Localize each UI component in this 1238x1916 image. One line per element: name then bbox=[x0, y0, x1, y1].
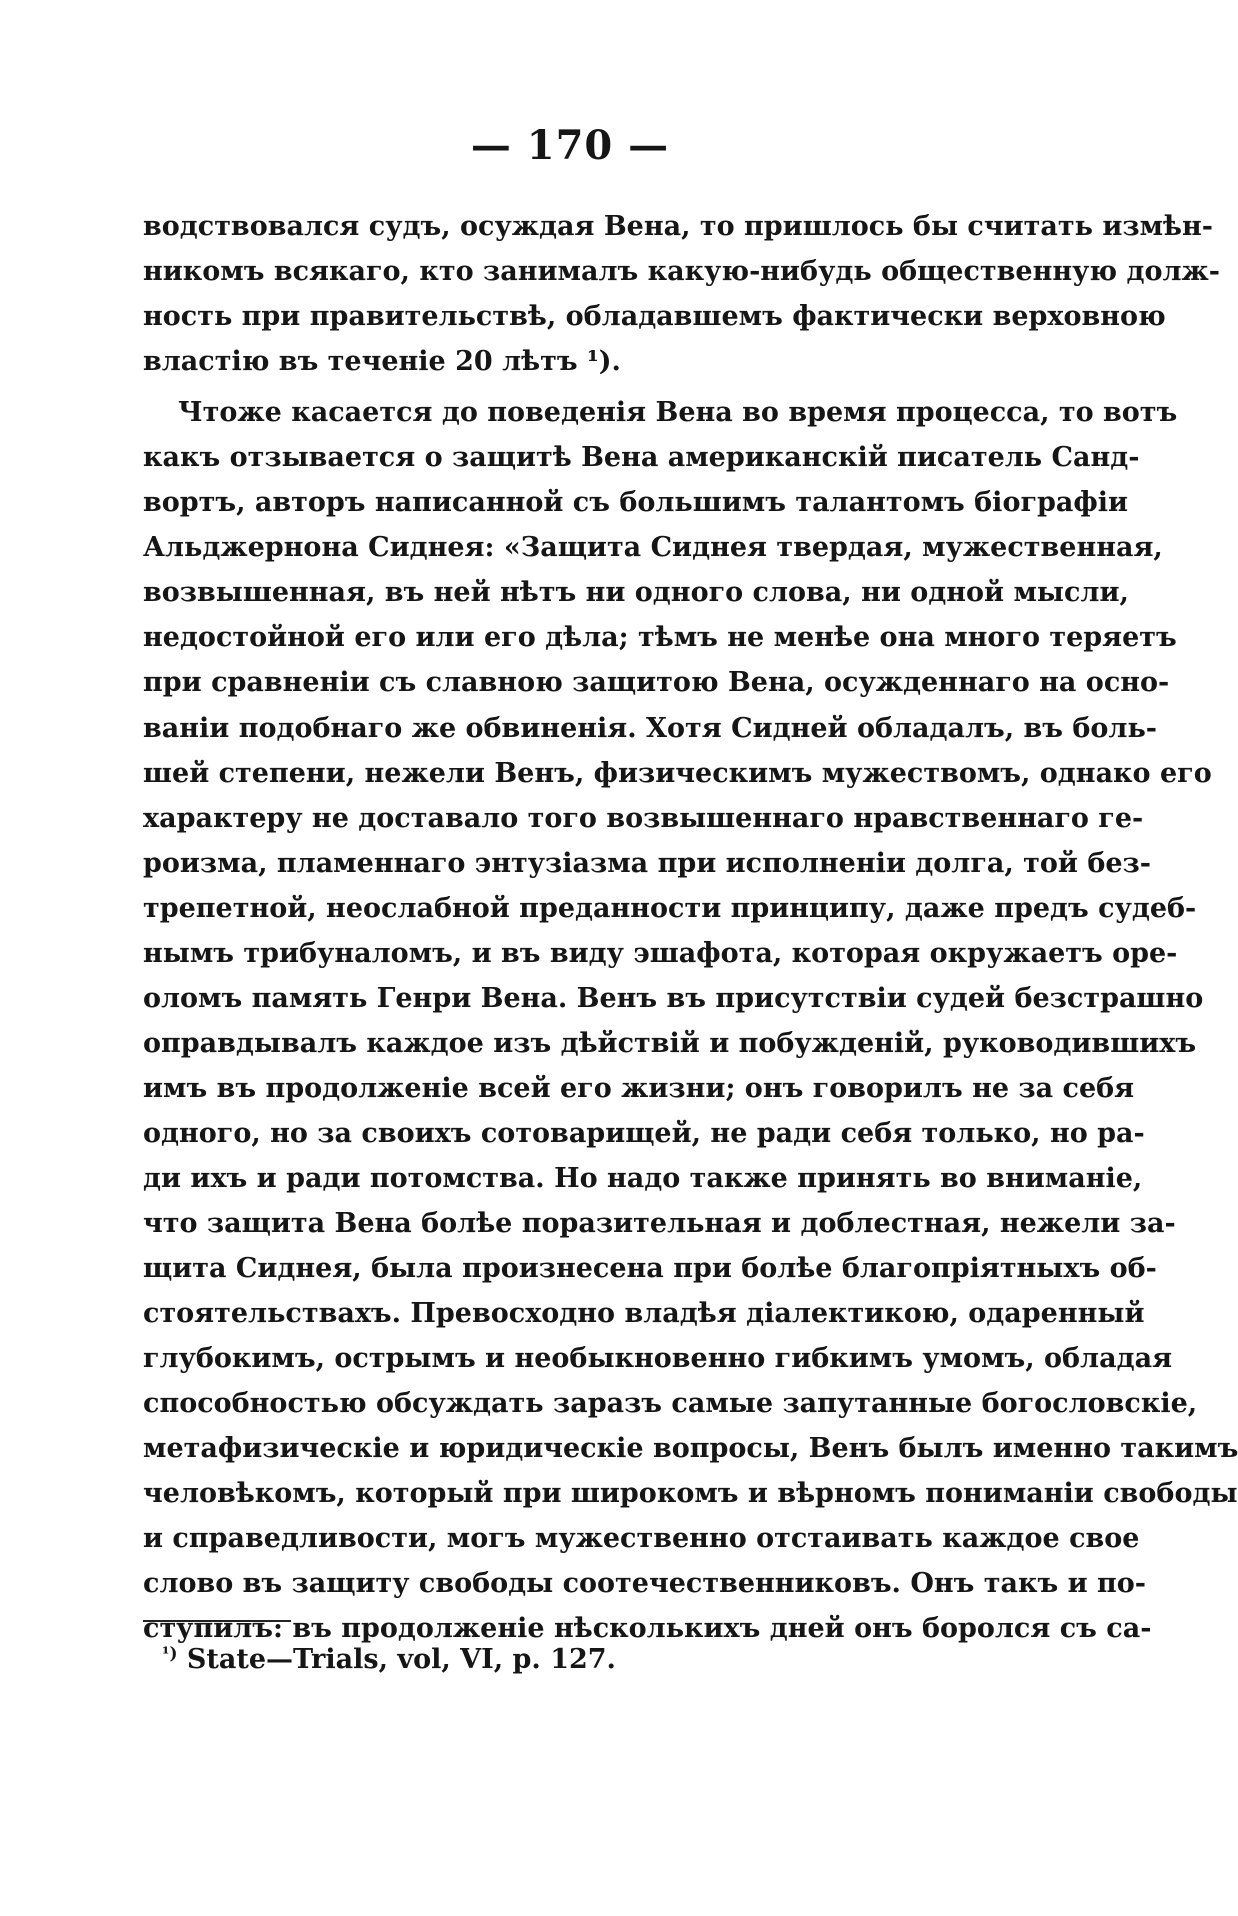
text-line: недостойной его или его дѣла; тѣмъ не менѣе она много теряетъ bbox=[143, 622, 1177, 654]
text-line: властiю въ теченiе 20 лѣтъ ¹). bbox=[143, 346, 621, 378]
text-line: оправдывалъ каждое изъ дѣйствiй и побужденiй, руководившихъ bbox=[143, 1027, 1197, 1059]
paragraph bbox=[143, 390, 1238, 1651]
text-line: и справедливости, могъ мужественно отстаивать каждое свое bbox=[143, 1523, 1140, 1555]
text-line: способностью обсуждать заразъ самые запутанные богословскiе, bbox=[143, 1388, 1198, 1420]
text-line: метафизическiе и юридическiе вопросы, Венъ былъ именно такимъ bbox=[143, 1433, 1238, 1465]
text-line: Чтоже касается до поведенiя Вена во время процесса, то вотъ bbox=[178, 397, 1178, 429]
text-line: оломъ память Генри Вена. Венъ въ присутствiи судей безстрашно bbox=[143, 982, 1204, 1014]
text-line: стоятельствахъ. Превосходно владѣя дiалектикою, одаренный bbox=[143, 1298, 1145, 1330]
text-line: ступилъ: въ продолженiе нѣсколькихъ дней онъ боролся съ са- bbox=[143, 1613, 1152, 1645]
text-line: водствовался судъ, осуждая Вена, то пришлось бы считать измѣн- bbox=[143, 211, 1213, 242]
text-line: какъ отзывается о защитѣ Вена американскiй писатель Санд- bbox=[143, 442, 1140, 474]
text-line: Альджернона Сиднея: «Защита Сиднея твердая, мужественная, bbox=[143, 532, 1163, 564]
text-line: роизма, пламеннаго энтузiазма при исполненiи долга, той без- bbox=[143, 847, 1151, 879]
text-line: трепетной, неослабной преданности принципу, даже предъ судеб- bbox=[143, 892, 1197, 924]
footnote bbox=[162, 1636, 616, 1678]
body-text bbox=[143, 204, 1238, 1652]
text-line: человѣкомъ, который при широкомъ и вѣрномъ пониманiи свободы bbox=[143, 1478, 1238, 1510]
text-line: шей степени, нежели Венъ, физическимъ мужествомъ, однако его bbox=[143, 757, 1212, 789]
text-line: ность при правительствѣ, обладавшемъ фактически верховною bbox=[143, 301, 1166, 333]
footnote-rule bbox=[143, 1620, 291, 1622]
text-line: при сравненiи съ славною защитою Вена, осужденнаго на осно- bbox=[143, 667, 1170, 699]
text-line: имъ въ продолженiе всей его жизни; онъ говорилъ не за себя bbox=[143, 1072, 1135, 1104]
text-line: щита Сиднея, была произнесена при болѣе благопрiятныхъ об- bbox=[143, 1253, 1157, 1285]
text-line: слово въ защиту свободы соотечественниковъ. Онъ такъ и по- bbox=[143, 1568, 1146, 1600]
text-line: возвышенная, въ ней нѣтъ ни одного слова, ни одной мысли, bbox=[143, 577, 1129, 609]
paragraph bbox=[143, 204, 1220, 384]
footnote-text: State—Trials, vol, VI, p. 127. bbox=[186, 1644, 616, 1675]
text-line: ди ихъ и ради потомства. Но надо также принять во вниманiе, bbox=[143, 1162, 1143, 1194]
text-line: ванiи подобнаго же обвиненiя. Хотя Сидней обладалъ, въ боль- bbox=[143, 712, 1158, 744]
text-line: характеру не доставало того возвышеннаго нравственнаго ге- bbox=[143, 802, 1144, 834]
text-line: что защита Вена болѣе поразительная и доблестная, нежели за- bbox=[143, 1208, 1176, 1240]
text-line: вортъ, авторъ написанной съ большимъ талантомъ бiографiи bbox=[143, 487, 1128, 519]
page-number: — 170 — bbox=[470, 122, 670, 169]
text-line: одного, но за своихъ сотоварищей, не ради себя только, но ра- bbox=[143, 1117, 1145, 1149]
text-line: нымъ трибуналомъ, и въ виду эшафота, которая окружаетъ оре- bbox=[143, 937, 1178, 969]
text-line: глубокимъ, острымъ и необыкновенно гибкимъ умомъ, обладая bbox=[143, 1343, 1173, 1375]
footnote-marker: ¹) bbox=[162, 1644, 178, 1664]
text-line: никомъ всякаго, кто занималъ какую-нибудь общественную долж- bbox=[143, 256, 1220, 288]
